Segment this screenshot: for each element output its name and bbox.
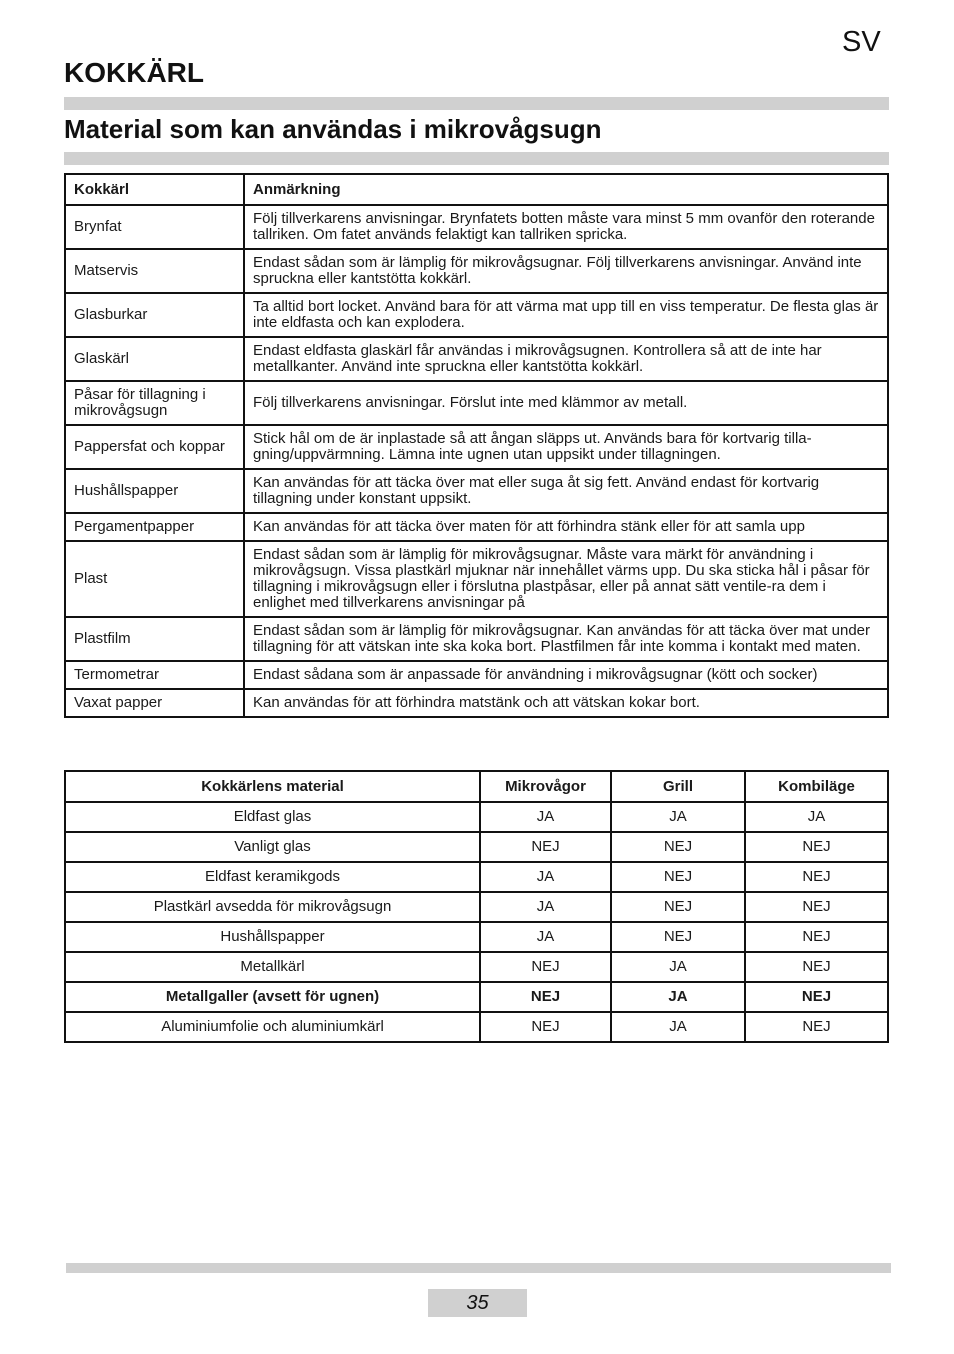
column-header-remark: Anmärkning: [244, 174, 888, 205]
table-row: [65, 337, 888, 381]
cookware-name: Pergamentpapper: [65, 513, 244, 541]
cookware-remark: Endast sådan som är lämplig för mikrovågsugnar. Måste vara märkt för användning i mikrovågsugn. Vissa plastkärl mjuknar när innehållet värms upp. Du ska sticka hål i påsar för tillagning i mikrovågsugn eller i förslutna plastpåsar, eller på annat sätt ventile-ra dem i enlighet med tillverkarens anvisningar på: [244, 541, 888, 617]
material-name: Hushållspapper: [65, 922, 480, 952]
cookware-remark: Ta alltid bort locket. Använd bara för att värma mat upp till en viss temperatur. De flesta glas är inte eldfasta och kan explodera.: [244, 293, 888, 337]
combi-value: NEJ: [745, 982, 888, 1012]
grill-value: JA: [611, 952, 745, 982]
table-row: [65, 249, 888, 293]
table-row: [65, 892, 888, 922]
column-header-cookware: Kokkärl: [65, 174, 244, 205]
section-divider: [64, 152, 889, 165]
column-header-grill: Grill: [611, 771, 745, 802]
material-name: Aluminiumfolie och aluminiumkärl: [65, 1012, 480, 1042]
cookware-name: Matservis: [65, 249, 244, 293]
footer-divider: [66, 1263, 891, 1273]
microwave-value: NEJ: [480, 1012, 611, 1042]
cookware-name: Termometrar: [65, 661, 244, 689]
combi-value: NEJ: [745, 952, 888, 982]
remarks-table: [64, 173, 889, 718]
grill-value: JA: [611, 982, 745, 1012]
column-header-microwave: Mikrovågor: [480, 771, 611, 802]
material-name: Metallgaller (avsett för ugnen): [65, 982, 480, 1012]
table-row: [65, 862, 888, 892]
combi-value: NEJ: [745, 892, 888, 922]
materials-header-row: [65, 771, 888, 802]
page-number: 35: [428, 1289, 527, 1317]
table-row: [65, 617, 888, 661]
cookware-remark: Kan användas för att täcka över maten för att förhindra stänk eller för att samla upp: [244, 513, 888, 541]
microwave-value: JA: [480, 862, 611, 892]
cookware-remark: Endast sådan som är lämplig för mikrovågsugnar. Kan användas för att täcka över mat under tillagning för att vätskan inte ska koka bort. Plastfilmen får inte komma i kontakt med maten.: [244, 617, 888, 661]
table-row: [65, 689, 888, 717]
table-row: [65, 469, 888, 513]
cookware-remark: Endast sådan som är lämplig för mikrovågsugnar. Följ tillverkarens anvisningar. Använd inte spruckna eller kantstötta kokkärl.: [244, 249, 888, 293]
table-row: [65, 541, 888, 617]
materials-table: [64, 770, 889, 1043]
combi-value: JA: [745, 802, 888, 832]
cookware-remark: Stick hål om de är inplastade så att ångan släpps ut. Används bara för kortvarig tilla-gning/uppvärmning. Lämna inte ugnen utan uppsikt under tillagningen.: [244, 425, 888, 469]
table-row: [65, 381, 888, 425]
column-header-combi: Kombiläge: [745, 771, 888, 802]
table-row: [65, 513, 888, 541]
cookware-name: Pappersfat och koppar: [65, 425, 244, 469]
cookware-name: Påsar för tillagning i mikrovågsugn: [65, 381, 244, 425]
table-row: [65, 661, 888, 689]
cookware-name: Vaxat papper: [65, 689, 244, 717]
grill-value: NEJ: [611, 892, 745, 922]
table-row: [65, 293, 888, 337]
language-code: SV: [842, 26, 881, 58]
table-row: [65, 832, 888, 862]
table-row: [65, 802, 888, 832]
header-divider: [64, 97, 889, 110]
cookware-name: Plast: [65, 541, 244, 617]
column-header-material: Kokkärlens material: [65, 771, 480, 802]
cookware-name: Hushållspapper: [65, 469, 244, 513]
cookware-remark: Följ tillverkarens anvisningar. Brynfatets botten måste vara minst 5 mm ovanför den roterande tallriken. Om fatet används felaktigt kan tallriken spricka.: [244, 205, 888, 249]
grill-value: NEJ: [611, 832, 745, 862]
microwave-value: JA: [480, 922, 611, 952]
microwave-value: NEJ: [480, 832, 611, 862]
table-row: [65, 982, 888, 1012]
table-row: [65, 952, 888, 982]
grill-value: NEJ: [611, 862, 745, 892]
cookware-remark: Endast sådana som är anpassade för användning i mikrovågsugnar (kött och socker): [244, 661, 888, 689]
combi-value: NEJ: [745, 922, 888, 952]
cookware-remark: Kan användas för att täcka över mat eller suga åt sig fett. Använd endast för kortvarig tillagning under konstant uppsikt.: [244, 469, 888, 513]
microwave-value: JA: [480, 892, 611, 922]
microwave-value: NEJ: [480, 982, 611, 1012]
cookware-remark: Kan användas för att förhindra matstänk och att vätskan kokar bort.: [244, 689, 888, 717]
table-row: [65, 205, 888, 249]
cookware-name: Glasburkar: [65, 293, 244, 337]
microwave-value: JA: [480, 802, 611, 832]
combi-value: NEJ: [745, 1012, 888, 1042]
cookware-name: Glaskärl: [65, 337, 244, 381]
microwave-value: NEJ: [480, 952, 611, 982]
table-row: [65, 922, 888, 952]
cookware-remark: Följ tillverkarens anvisningar. Förslut inte med klämmor av metall.: [244, 381, 888, 425]
cookware-name: Brynfat: [65, 205, 244, 249]
grill-value: NEJ: [611, 922, 745, 952]
combi-value: NEJ: [745, 832, 888, 862]
cookware-name: Plastfilm: [65, 617, 244, 661]
grill-value: JA: [611, 1012, 745, 1042]
section-title: Material som kan användas i mikrovågsugn: [64, 114, 602, 144]
table-row: [65, 425, 888, 469]
page-title: KOKKÄRL: [64, 57, 204, 88]
cookware-remark: Endast eldfasta glaskärl får användas i mikrovågsugnen. Kontrollera så att de inte har metallkanter. Använd inte spruckna eller kantstötta kokkärl.: [244, 337, 888, 381]
material-name: Eldfast glas: [65, 802, 480, 832]
material-name: Vanligt glas: [65, 832, 480, 862]
material-name: Metallkärl: [65, 952, 480, 982]
combi-value: NEJ: [745, 862, 888, 892]
material-name: Plastkärl avsedda för mikrovågsugn: [65, 892, 480, 922]
table-row: [65, 1012, 888, 1042]
remarks-header-row: [65, 174, 888, 205]
material-name: Eldfast keramikgods: [65, 862, 480, 892]
grill-value: JA: [611, 802, 745, 832]
